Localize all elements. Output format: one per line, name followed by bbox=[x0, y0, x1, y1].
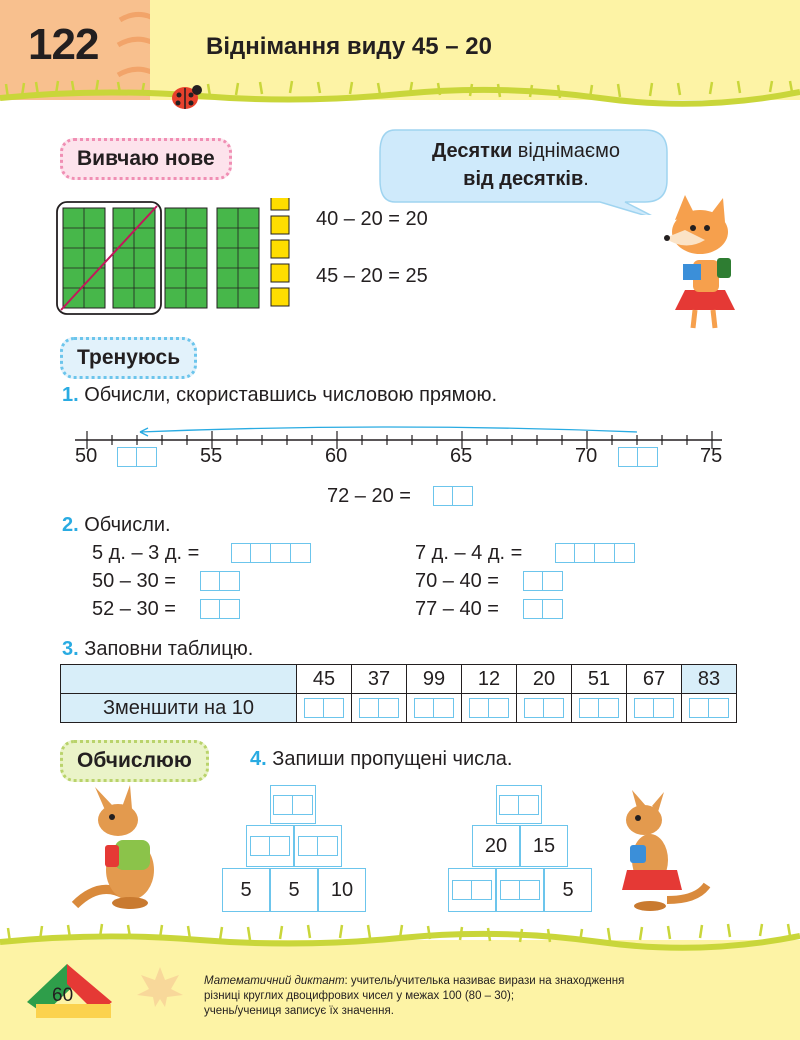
lesson-number: 122 bbox=[28, 20, 99, 69]
table-answer-cell[interactable] bbox=[297, 694, 352, 723]
section-label-calc: Обчислюю bbox=[60, 740, 209, 782]
pyramid-1-bottom: 5 bbox=[270, 868, 318, 912]
table-answer-cell[interactable] bbox=[682, 694, 737, 723]
footer-note bbox=[204, 974, 764, 1019]
equation-2: 45 – 20 = 25 bbox=[316, 265, 428, 287]
page-number: 60 bbox=[52, 985, 74, 1006]
table-header-row bbox=[61, 665, 737, 694]
answer-box-task1[interactable] bbox=[433, 486, 473, 506]
ten-blocks-illustration bbox=[55, 198, 300, 318]
answer-box-line-left[interactable] bbox=[117, 447, 157, 467]
task-2-expr-right-3: 77 – 40 = bbox=[415, 598, 499, 620]
pyramid-1-bottom: 5 bbox=[222, 868, 270, 912]
footer-note-line-3: учень/учениця записує їх значення. bbox=[204, 1005, 394, 1017]
task-2-expr-right-1: 7 д. – 4 д. = bbox=[415, 542, 523, 564]
pyramid-1-middle[interactable] bbox=[246, 825, 294, 867]
task-2-number: 2. bbox=[62, 514, 79, 536]
number-line-label: 70 bbox=[575, 445, 598, 467]
table-value: 37 bbox=[352, 665, 407, 694]
table-value: 12 bbox=[462, 665, 517, 694]
table-answer-cell[interactable] bbox=[462, 694, 517, 723]
task-1-expression: 72 – 20 = bbox=[327, 485, 411, 507]
table-corner-cell bbox=[61, 665, 297, 694]
task-2-heading bbox=[62, 514, 171, 537]
task-1-number: 1. bbox=[62, 384, 79, 406]
footer-note-italic: Математичний диктант bbox=[204, 975, 345, 987]
table-answer-cell[interactable] bbox=[517, 694, 572, 723]
task-4-number: 4. bbox=[250, 748, 267, 770]
number-line-label: 65 bbox=[450, 445, 473, 467]
task-4-text: Запиши пропущені числа. bbox=[272, 748, 513, 770]
pyramid-2-bottom[interactable] bbox=[496, 868, 544, 912]
bubble-bold-2: від десятків bbox=[463, 168, 584, 190]
answer-box[interactable] bbox=[523, 571, 563, 591]
section-label-new: Вивчаю нове bbox=[60, 138, 232, 180]
task-2-expr-left-3: 52 – 30 = bbox=[92, 598, 176, 620]
answer-box-line-right[interactable] bbox=[618, 447, 658, 467]
task-3-text: Заповни таблицю. bbox=[84, 638, 254, 660]
table-value: 45 bbox=[297, 665, 352, 694]
table-answer-row bbox=[61, 694, 737, 723]
table-answer-cell[interactable] bbox=[352, 694, 407, 723]
ladybug-icon bbox=[165, 80, 205, 112]
table-answer-cell[interactable] bbox=[627, 694, 682, 723]
grass-border-top bbox=[0, 78, 800, 112]
pyramid-2-bottom[interactable] bbox=[448, 868, 496, 912]
table-value: 67 bbox=[627, 665, 682, 694]
number-line-label: 60 bbox=[325, 445, 348, 467]
table-value: 51 bbox=[572, 665, 627, 694]
grass-border-bottom bbox=[0, 920, 800, 954]
pyramid-2-middle: 15 bbox=[520, 825, 568, 867]
maple-leaf-icon bbox=[135, 965, 185, 1010]
footer-note-line-2: різниці круглих двоцифрових чисел у межах 100 (80 – 30); bbox=[204, 990, 515, 1002]
bubble-text-2: . bbox=[583, 168, 589, 190]
section-label-train: Тренуюсь bbox=[60, 337, 197, 379]
task-3-heading bbox=[62, 638, 253, 661]
table-value: 99 bbox=[407, 665, 462, 694]
table-row-label: Зменшити на 10 bbox=[61, 694, 297, 723]
answer-box[interactable] bbox=[231, 543, 311, 563]
equation-1: 40 – 20 = 20 bbox=[316, 208, 428, 230]
kangaroo-girl-illustration bbox=[612, 790, 712, 915]
table-answer-cell[interactable] bbox=[407, 694, 462, 723]
answer-box[interactable] bbox=[200, 571, 240, 591]
pyramid-2-middle: 20 bbox=[472, 825, 520, 867]
task-2-text: Обчисли. bbox=[84, 514, 171, 536]
answer-box[interactable] bbox=[523, 599, 563, 619]
footer-note-line-1: : учитель/учителька називає вирази на знаходження bbox=[344, 975, 625, 987]
lesson-title: Віднімання виду 45 – 20 bbox=[206, 33, 492, 60]
pyramid-1-bottom: 10 bbox=[318, 868, 366, 912]
number-line-label: 50 bbox=[75, 445, 98, 467]
task-1-heading bbox=[62, 384, 497, 407]
subtraction-table bbox=[60, 664, 737, 723]
pyramid-2-top[interactable] bbox=[496, 785, 542, 824]
bubble-bold-1: Десятки bbox=[432, 140, 513, 162]
pyramid-1-top[interactable] bbox=[270, 785, 316, 824]
number-line-label: 55 bbox=[200, 445, 223, 467]
kangaroo-illustration bbox=[70, 785, 180, 915]
bubble-text bbox=[395, 137, 657, 193]
pyramid-2-bottom: 5 bbox=[544, 868, 592, 912]
number-line-label: 75 bbox=[700, 445, 723, 467]
table-answer-cell[interactable] bbox=[572, 694, 627, 723]
fox-illustration bbox=[655, 190, 755, 330]
table-value: 20 bbox=[517, 665, 572, 694]
answer-box[interactable] bbox=[200, 599, 240, 619]
task-2-expr-right-2: 70 – 40 = bbox=[415, 570, 499, 592]
answer-box[interactable] bbox=[555, 543, 635, 563]
table-value: 83 bbox=[682, 665, 737, 694]
task-4-heading bbox=[250, 748, 512, 771]
pyramid-1-middle[interactable] bbox=[294, 825, 342, 867]
bubble-text-1: віднімаємо bbox=[512, 140, 620, 162]
task-3-number: 3. bbox=[62, 638, 79, 660]
task-2-expr-left-2: 50 – 30 = bbox=[92, 570, 176, 592]
task-1-text: Обчисли, скориставшись числовою прямою. bbox=[84, 384, 498, 406]
task-2-expr-left-1: 5 д. – 3 д. = bbox=[92, 542, 200, 564]
